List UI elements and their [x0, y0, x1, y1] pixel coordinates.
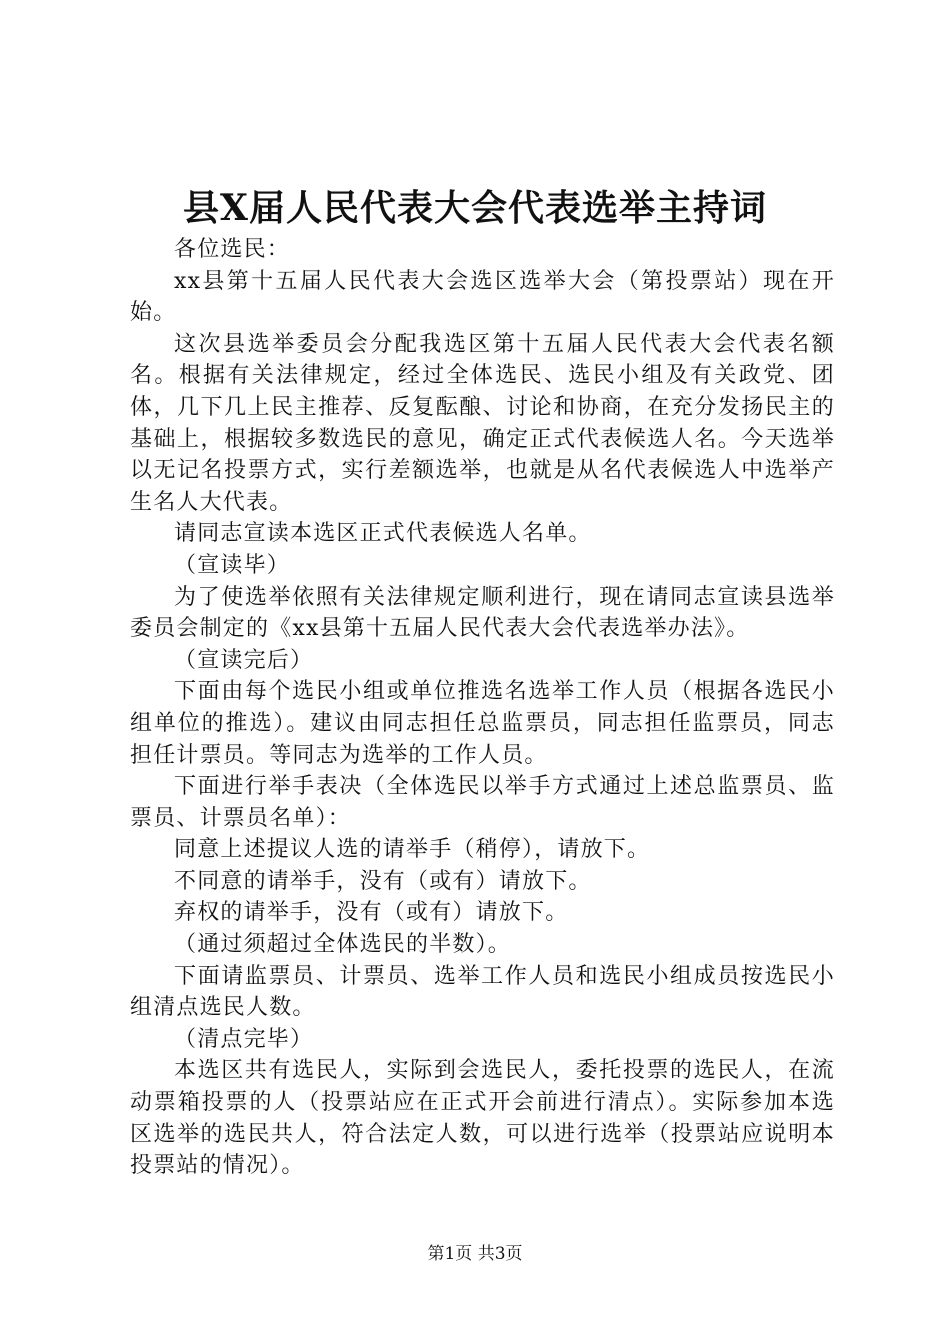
paragraph: 不同意的请举手，没有（或有）请放下。 [174, 868, 592, 894]
paragraph: （清点完毕） [174, 1026, 314, 1052]
paragraph: 各位选民： [174, 237, 291, 262]
paragraph: 同意上述提议人选的请举手（稍停），请放下。 [174, 837, 651, 863]
paragraph: 本选区共有选民人，实际到会选民人，委托投票的选民人，在流动票箱投票的人（投票站应在正式开会前进行清点）。实际参加本选区选举的选民共人，符合法定人数，可以进行选举（投票站应说明本投票站的情况）。 [130, 1058, 835, 1179]
paragraph: 下面请监票员、计票员、选举工作人员和选民小组成员按选民小组清点选民人数。 [130, 963, 835, 1021]
paragraph: 这次县选举委员会分配我选区第十五届人民代表大会代表名额名。根据有关法律规定，经过全体选民、选民小组及有关政党、团体，几下几上民主推荐、反复酝酿、讨论和协商，在充分发扬民主的基础上，根据较多数选民的意见，确定正式代表候选人名。今天选举以无记名投票方式，实行差额选举，也就是从名代表候选人中选举产生名人大代表。 [130, 331, 835, 515]
paragraph: （宣读毕） [174, 552, 291, 578]
paragraph: 下面由每个选民小组或单位推选名选举工作人员（根据各选民小组单位的推选）。建议由同志担任总监票员，同志担任监票员，同志担任计票员。等同志为选举的工作人员。 [130, 679, 835, 768]
document-body [130, 234, 835, 1182]
paragraph: （宣读完后） [174, 647, 314, 673]
paragraph: xx县第十五届人民代表大会选区选举大会（第投票站）现在开始。 [130, 268, 835, 326]
paragraph: （通过须超过全体选民的半数）。 [174, 932, 512, 958]
document-title: 县X届人民代表大会代表选举主持词 [183, 187, 767, 229]
paragraph: 弃权的请举手，没有（或有）请放下。 [174, 900, 569, 926]
page-footer: 第1页 共3页 [427, 1244, 523, 1264]
paragraph: 请同志宣读本选区正式代表候选人名单。 [174, 521, 592, 547]
paragraph: 为了使选举依照有关法律规定顺利进行，现在请同志宣读县选举委员会制定的《xx县第十五届人民代表大会代表选举办法》。 [130, 584, 835, 642]
paragraph: 下面进行举手表决（全体选民以举手方式通过上述总监票员、监票员、计票员名单）： [130, 774, 835, 831]
